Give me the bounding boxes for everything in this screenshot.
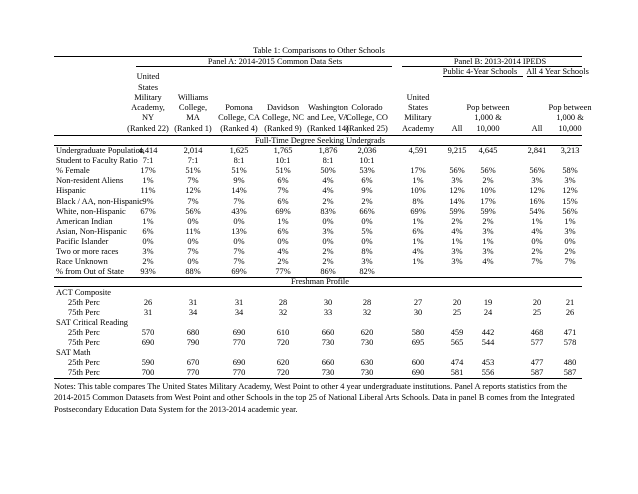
table-cell: 2% — [322, 196, 334, 206]
table-cell: 720 — [276, 368, 290, 377]
table-cell: 570 — [141, 328, 155, 337]
table-cell: 51% — [275, 166, 291, 176]
table-cell: 690 — [232, 358, 246, 367]
table-cell: 13% — [231, 226, 247, 236]
table-cell: 56% — [185, 206, 201, 216]
table-cell: 34 — [188, 308, 198, 317]
all-rule — [527, 76, 582, 77]
column-header-line: Military — [134, 92, 162, 102]
table-cell: 1,876 — [318, 146, 338, 155]
table-cell: 660 — [321, 358, 335, 367]
column-header-line: 10,000 — [558, 123, 582, 133]
column-header-line: College, — [178, 103, 208, 113]
table-cell: 12% — [449, 186, 465, 196]
table-cell: 25 — [452, 308, 462, 317]
table-cell: 2% — [531, 247, 543, 256]
table-cell: 2% — [482, 216, 494, 226]
table-cell: 3% — [451, 176, 463, 186]
table-cell: 6% — [277, 226, 289, 236]
table-cell: 6% — [412, 226, 424, 236]
table-cell: 600 — [411, 358, 425, 367]
column-header-line: Academy — [401, 123, 435, 133]
table-cell: 10% — [480, 186, 496, 196]
column-header-line: Washington — [308, 103, 348, 113]
table-cell: 2,036 — [357, 146, 377, 155]
table-cell: 12% — [562, 186, 578, 196]
table-cell: 587 — [530, 368, 544, 377]
table-cell: 93% — [140, 267, 156, 277]
table-cell: 21 — [565, 298, 575, 307]
row-label: Student to Faculty Ratio — [56, 156, 138, 166]
table-cell: 34 — [234, 308, 244, 317]
row-label: SAT Critical Reading — [56, 318, 128, 327]
table-cell: 1% — [531, 216, 543, 226]
table-cell: 20 — [452, 298, 462, 307]
table-cell: 1% — [277, 216, 289, 226]
table-cell: 590 — [141, 358, 155, 367]
table-cell: 2% — [451, 216, 463, 226]
table-cell: 9,215 — [447, 146, 467, 155]
column-header-line: States — [137, 82, 158, 92]
table-cell: 3% — [531, 176, 543, 186]
table-cell: 770 — [232, 368, 246, 377]
column-header-line: 1,000 & — [474, 113, 502, 123]
table-cell: 8:1 — [322, 156, 334, 166]
table-cell: 730 — [321, 368, 335, 377]
column-header-line: (Ranked 25) — [346, 123, 388, 133]
table-cell: 2% — [482, 176, 494, 186]
table-cell: 577 — [530, 338, 544, 347]
row-label: Hispanic — [56, 186, 86, 196]
column-header-line: College, CO — [346, 113, 388, 123]
table-cell: 544 — [481, 338, 495, 347]
column-header-line: Williams — [177, 92, 209, 102]
table-cell: 30 — [323, 298, 333, 307]
table-cell: 11% — [185, 226, 201, 236]
table-cell: 0% — [564, 236, 576, 246]
table-cell: 4,414 — [138, 146, 158, 155]
table-cell: 7% — [187, 176, 199, 186]
column-header-line: All — [451, 123, 463, 133]
column-header-line: (Ranked 1) — [174, 123, 212, 133]
column-header-line: Davidson — [266, 103, 300, 113]
table-cell: 7% — [187, 196, 199, 206]
table-cell: 10:1 — [359, 156, 375, 166]
bottom-rule — [54, 378, 582, 379]
table-cell: 3% — [564, 176, 576, 186]
table-notes: Notes: This table compares The United States Military Academy, West Point to other 4 year undergraduate institutions. Panel A reports statistics from the 2014-2015 Common Datasets from West Point and other Schools in the top 25 of National Liberal Arts Schools. Data in panel B comes from the Integrated Postsecondary Education Data System for the 2013-2014 academic year. — [54, 382, 575, 414]
table-cell: 3% — [482, 247, 494, 256]
table-cell: 59% — [480, 206, 496, 216]
row-label: % Female — [56, 166, 90, 176]
table-cell: 790 — [186, 338, 200, 347]
table-cell: 69% — [231, 267, 247, 277]
table-cell: 7% — [277, 186, 289, 196]
table-cell: 7:1 — [187, 156, 199, 166]
row-label: SAT Math — [56, 348, 91, 357]
fulltime-section-label: Full-Time Degree Seeking Undergrads — [254, 136, 386, 145]
row-label: % from Out of State — [56, 267, 124, 277]
row-label: Undergraduate Population — [56, 146, 144, 155]
table-cell: 82% — [359, 267, 375, 277]
column-header-line: College, CA — [218, 113, 260, 123]
table-cell: 56% — [480, 166, 496, 176]
table-cell: 27 — [413, 298, 423, 307]
table-cell: 6% — [277, 176, 289, 186]
table-cell: 0% — [277, 236, 289, 246]
table-cell: 12% — [185, 186, 201, 196]
table-cell: 2% — [322, 247, 334, 256]
column-header-line: 1,000 & — [556, 113, 584, 123]
table-cell: 2% — [142, 257, 154, 267]
table-cell: 1,765 — [273, 146, 293, 155]
table-cell: 700 — [141, 368, 155, 377]
table-cell: 565 — [450, 338, 464, 347]
table-cell: 31 — [143, 308, 153, 317]
table-cell: 0% — [361, 216, 373, 226]
row-label: 75th Perc — [68, 308, 100, 317]
table-cell: 1% — [412, 257, 424, 267]
table-cell: 0% — [187, 236, 199, 246]
table-cell: 24 — [483, 308, 493, 317]
row-label: American Indian — [56, 216, 113, 226]
table-cell: 26 — [565, 308, 575, 317]
table-cell: 0% — [187, 257, 199, 267]
column-header-line: and Lee, VA — [307, 113, 349, 123]
table-cell: 1% — [412, 216, 424, 226]
table-cell: 690 — [232, 328, 246, 337]
column-header-line: 10,000 — [476, 123, 500, 133]
table-cell: 31 — [234, 298, 244, 307]
row-label: 75th Perc — [68, 338, 100, 347]
table-cell: 1% — [412, 176, 424, 186]
table-cell: 25 — [532, 308, 542, 317]
table-cell: 11% — [140, 186, 156, 196]
table-cell: 15% — [562, 196, 578, 206]
table-cell: 670 — [186, 358, 200, 367]
column-header-line: All — [531, 123, 543, 133]
row-label: White, non-Hispanic — [56, 206, 126, 216]
public-schools-header: Public 4-Year Schools — [442, 67, 518, 76]
table-cell: 69% — [275, 206, 291, 216]
freshman-rule — [54, 286, 582, 287]
table-cell: 3,213 — [560, 146, 580, 155]
table-cell: 1% — [142, 176, 154, 186]
table-cell: 6% — [277, 196, 289, 206]
row-label: 25th Perc — [68, 328, 100, 337]
table-cell: 51% — [231, 166, 247, 176]
table-cell: 1% — [412, 236, 424, 246]
table-cell: 17% — [140, 166, 156, 176]
table-cell: 587 — [563, 368, 577, 377]
table-cell: 32 — [278, 308, 288, 317]
column-header-line: States — [407, 103, 428, 113]
table-cell: 3% — [451, 257, 463, 267]
table-cell: 4% — [277, 247, 289, 256]
table-cell: 6% — [142, 226, 154, 236]
table-cell: 19 — [483, 298, 493, 307]
table-cell: 730 — [360, 338, 374, 347]
table-cell: 4,591 — [408, 146, 428, 155]
table-cell: 2,841 — [527, 146, 547, 155]
table-cell: 1% — [564, 216, 576, 226]
table-cell: 86% — [320, 267, 336, 277]
table-cell: 477 — [530, 358, 544, 367]
table-cell: 5% — [361, 226, 373, 236]
row-label: ACT Composite — [56, 288, 111, 297]
column-header-line: Academy, — [131, 103, 165, 113]
table-cell: 730 — [321, 338, 335, 347]
column-header-line: United — [136, 72, 160, 82]
table-cell: 4% — [322, 186, 334, 196]
table-cell: 43% — [231, 206, 247, 216]
table-cell: 7% — [564, 257, 576, 267]
table-cell: 770 — [232, 338, 246, 347]
table-cell: 53% — [359, 166, 375, 176]
table-cell: 4% — [322, 176, 334, 186]
table-cell: 30 — [413, 308, 423, 317]
table-cell: 56% — [529, 166, 545, 176]
table-cell: 50% — [320, 166, 336, 176]
table-cell: 66% — [359, 206, 375, 216]
column-header-line: College, NC — [262, 113, 304, 123]
column-header-line: Pop between — [466, 103, 510, 113]
table-cell: 2,014 — [183, 146, 203, 155]
table-cell: 471 — [563, 328, 577, 337]
table-cell: 1% — [482, 236, 494, 246]
table-cell: 4% — [482, 257, 494, 267]
column-header-line: Pop between — [548, 103, 592, 113]
table-cell: 17% — [410, 166, 426, 176]
table-cell: 3% — [564, 226, 576, 236]
table-cell: 51% — [185, 166, 201, 176]
table-title: Table 1: Comparisons to Other Schools — [253, 46, 385, 55]
table-cell: 4,645 — [478, 146, 498, 155]
table-cell: 12% — [529, 186, 545, 196]
table-cell: 3% — [142, 247, 154, 256]
row-label: Pacific Islander — [56, 236, 109, 246]
table-cell: 4% — [412, 247, 424, 256]
table-cell: 468 — [530, 328, 544, 337]
column-header-line: (Ranked 14) — [307, 123, 349, 133]
table-cell: 56% — [562, 206, 578, 216]
table-cell: 8:1 — [233, 156, 245, 166]
panel-a-rule — [136, 66, 392, 67]
column-header-line: NY — [141, 113, 155, 123]
table-cell: 480 — [563, 358, 577, 367]
row-label: Asian, Non-Hispanic — [56, 226, 127, 236]
row-label: Black / AA, non-Hispanic — [56, 196, 143, 206]
table-cell: 556 — [481, 368, 495, 377]
table-cell: 581 — [450, 368, 464, 377]
column-header-line: Military — [404, 113, 432, 123]
table-cell: 7% — [233, 196, 245, 206]
table-cell: 2% — [564, 247, 576, 256]
table-cell: 7% — [233, 257, 245, 267]
table-cell: 10:1 — [275, 156, 291, 166]
table-cell: 0% — [531, 236, 543, 246]
panel-a-header: Panel A: 2014-2015 Common Data Sets — [207, 57, 343, 66]
table-cell: 10% — [410, 186, 426, 196]
table-cell: 58% — [562, 166, 578, 176]
table-cell: 0% — [187, 216, 199, 226]
row-label: 25th Perc — [68, 358, 100, 367]
table-cell: 9% — [233, 176, 245, 186]
table-cell: 610 — [276, 328, 290, 337]
row-label: Race Unknown — [56, 257, 108, 267]
table-cell: 7% — [531, 257, 543, 267]
table-cell: 2% — [277, 257, 289, 267]
table-cell: 4% — [451, 226, 463, 236]
table-cell: 33 — [323, 308, 333, 317]
table-cell: 6% — [361, 176, 373, 186]
table-cell: 54% — [529, 206, 545, 216]
row-label: Two or more races — [56, 247, 119, 256]
public-rule — [443, 76, 523, 77]
table-cell: 20 — [532, 298, 542, 307]
column-header-line: MA — [186, 113, 200, 123]
row-label: Non-resident Aliens — [56, 176, 124, 186]
table-cell: 14% — [231, 186, 247, 196]
table-cell: 0% — [361, 236, 373, 246]
table-cell: 0% — [322, 236, 334, 246]
table-cell: 3% — [451, 247, 463, 256]
table-cell: 77% — [275, 267, 291, 277]
row-label: 75th Perc — [68, 368, 100, 377]
table-cell: 32 — [362, 308, 372, 317]
table-cell: 1,625 — [229, 146, 249, 155]
table-cell: 9% — [142, 196, 154, 206]
table-cell: 14% — [449, 196, 465, 206]
table-cell: 83% — [320, 206, 336, 216]
table-cell: 660 — [321, 328, 335, 337]
table-cell: 67% — [140, 206, 156, 216]
table-cell: 730 — [360, 368, 374, 377]
table-cell: 720 — [276, 338, 290, 347]
table-cell: 442 — [481, 328, 495, 337]
table-cell: 3% — [322, 226, 334, 236]
table-cell: 459 — [450, 328, 464, 337]
table-cell: 690 — [141, 338, 155, 347]
table-cell: 2% — [361, 196, 373, 206]
table-cell: 26 — [143, 298, 153, 307]
table-cell: 578 — [563, 338, 577, 347]
column-header-line: Pomona — [225, 103, 253, 113]
table-cell: 690 — [411, 368, 425, 377]
table-cell: 9% — [361, 186, 373, 196]
table-cell: 56% — [449, 166, 465, 176]
table-cell: 0% — [142, 236, 154, 246]
table-cell: 630 — [360, 358, 374, 367]
table-cell: 3% — [482, 226, 494, 236]
table-cell: 474 — [450, 358, 464, 367]
table-cell: 59% — [449, 206, 465, 216]
table-cell: 8% — [361, 247, 373, 256]
column-header-line: (Ranked 9) — [264, 123, 302, 133]
table-cell: 0% — [233, 216, 245, 226]
table-cell: 0% — [322, 216, 334, 226]
table-cell: 31 — [188, 298, 198, 307]
table-cell: 680 — [186, 328, 200, 337]
table-cell: 695 — [411, 338, 425, 347]
table-cell: 28 — [362, 298, 372, 307]
table-cell: 1% — [142, 216, 154, 226]
table-cell: 28 — [278, 298, 288, 307]
column-header-line: United — [406, 92, 430, 102]
column-header-line: (Ranked 4) — [220, 123, 258, 133]
table-cell: 453 — [481, 358, 495, 367]
table-cell: 7% — [233, 247, 245, 256]
freshman-section-label: Freshman Profile — [291, 277, 349, 286]
table-cell: 88% — [185, 267, 201, 277]
table-cell: 7:1 — [142, 156, 154, 166]
table-cell: 7% — [187, 247, 199, 256]
table-cell: 1% — [451, 236, 463, 246]
table-cell: 580 — [411, 328, 425, 337]
table-cell: 17% — [480, 196, 496, 206]
table-cell: 4% — [531, 226, 543, 236]
column-header-line: Colorado — [351, 103, 383, 113]
row-label: 25th Perc — [68, 298, 100, 307]
table-cell: 16% — [529, 196, 545, 206]
table-cell: 0% — [233, 236, 245, 246]
table-cell: 620 — [360, 328, 374, 337]
column-header-line: (Ranked 22) — [127, 123, 169, 133]
table-cell: 3% — [361, 257, 373, 267]
table-cell: 69% — [410, 206, 426, 216]
all-schools-header: All 4 Year Schools — [526, 67, 589, 76]
table-cell: 620 — [276, 358, 290, 367]
table-cell: 2% — [322, 257, 334, 267]
table-cell: 770 — [186, 368, 200, 377]
panel-b-header: Panel B: 2013-2014 IPEDS — [453, 57, 547, 66]
table-cell: 8% — [412, 196, 424, 206]
